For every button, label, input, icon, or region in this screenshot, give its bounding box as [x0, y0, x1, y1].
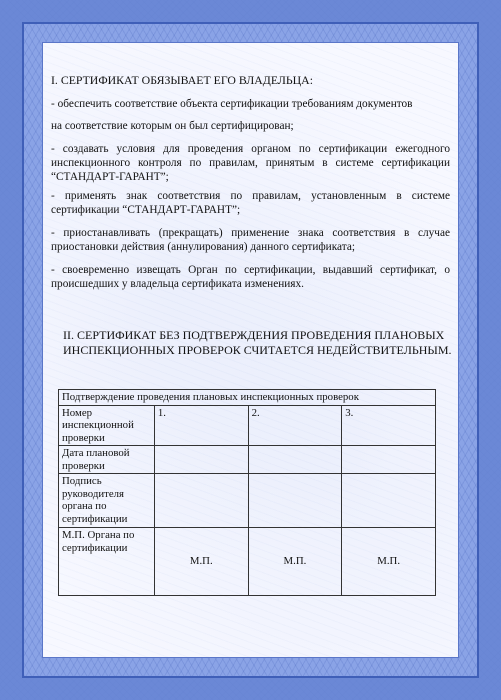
inspection-number-cell: 3. [342, 405, 436, 446]
signature-cell [342, 474, 436, 528]
table-title: Подтверждение проведения плановых инспекционных проверок [59, 390, 436, 406]
obligation-item-1-cont: на соответствие которым он был сертифицирован; [51, 120, 294, 132]
section1-heading: I. СЕРТИФИКАТ ОБЯЗЫВАЕТ ЕГО ВЛАДЕЛЬЦА: [51, 73, 313, 87]
signature-cell [154, 474, 248, 528]
stamp-cell: М.П. [154, 528, 248, 596]
table-row [59, 446, 436, 474]
row-label: Подпись руководителя органа по сертификации [59, 474, 155, 528]
date-cell [154, 446, 248, 474]
obligation-item-2: - создавать условия для проведения органом по сертификации ежегодного инспекционного контроля по правилам, принятым в системе сертификации “СТАНДАРТ-ГАРАНТ”; [51, 143, 450, 183]
date-cell [342, 446, 436, 474]
inspection-number-cell: 1. [154, 405, 248, 446]
section2-heading: II. СЕРТИФИКАТ БЕЗ ПОДТВЕРЖДЕНИЯ ПРОВЕДЕНИЯ ПЛАНОВЫХ ИНСПЕКЦИОННЫХ ПРОВЕРОК СЧИТАЕТСЯ НЕДЕЙСТВИТЕЛЬНЫМ. [63, 328, 452, 357]
table-row [59, 474, 436, 528]
obligation-item-1: - обеспечить соответствие объекта сертификации требованиям документов [51, 98, 413, 110]
table-row [59, 405, 436, 446]
obligation-item-5: - своевременно извещать Орган по сертификации, выдавший сертификат, о происшедших у владельца сертификата изменениях. [51, 264, 450, 290]
row-label: Дата плановой проверки [59, 446, 155, 474]
date-cell [248, 446, 342, 474]
inspection-table [58, 389, 436, 596]
row-label: Номер инспекционной проверки [59, 405, 155, 446]
stamp-cell: М.П. [248, 528, 342, 596]
table-row [59, 528, 436, 596]
inspection-number-cell: 2. [248, 405, 342, 446]
certificate-body [42, 42, 459, 658]
stamp-cell: М.П. [342, 528, 436, 596]
obligation-item-4: - приостанавливать (прекращать) применение знака соответствия в случае приостановки действия (аннулирования) данного сертификата; [51, 227, 450, 253]
signature-cell [248, 474, 342, 528]
row-label: М.П. Органа по сертификации [59, 528, 155, 596]
obligation-item-3: - применять знак соответствия по правилам, установленным в системе сертификации “СТАНДАРТ-ГАРАНТ”; [51, 190, 450, 216]
table-title-row [59, 390, 436, 406]
